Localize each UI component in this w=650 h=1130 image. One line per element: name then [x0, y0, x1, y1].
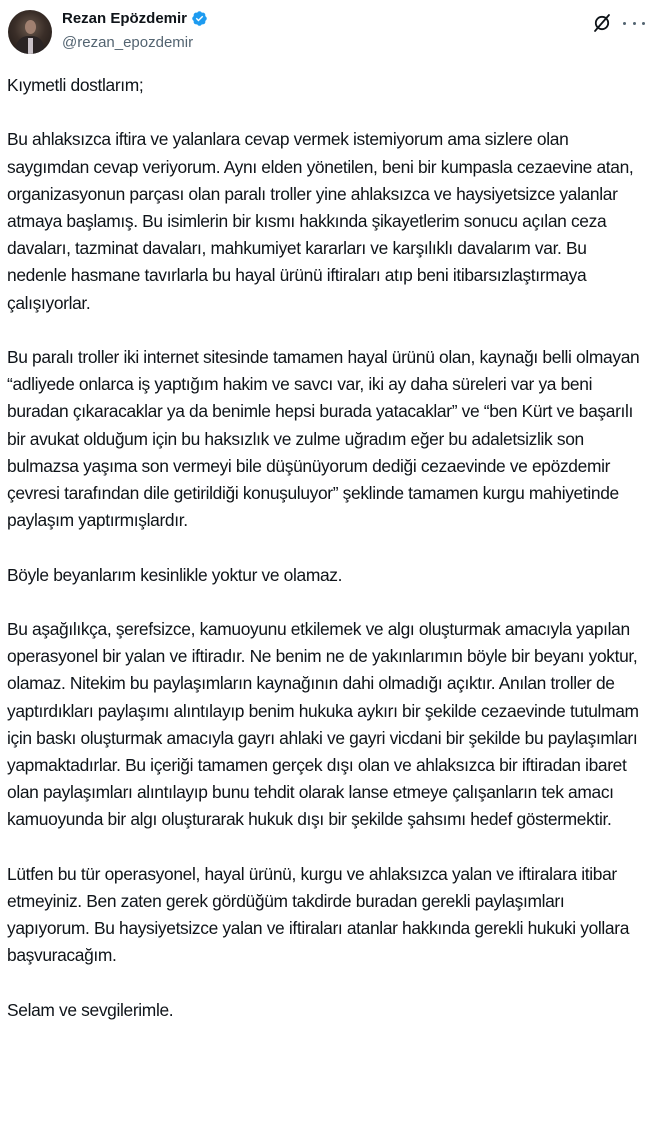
avatar-head — [25, 20, 36, 34]
tweet-paragraph: Böyle beyanlarım kesinlikle yoktur ve olamaz. — [7, 564, 343, 585]
avatar-shirt — [28, 38, 33, 54]
tweet-paragraph: Bu paralı troller iki internet sitesinde tamamen hayal ürünü olan, kaynağı belli olmayan “adliyede onlarca iş yaptığım hakim ve savcı var, iki ay daha süreleri var ya beni buradan çıkaracaklar ya da benimle hepsi burada yatacaklar” ve “ben Kürt ve başarılı bir avukat olduğum için bu haksızlık ve zulme uğradım eğer bu adaletsizlik son bulmazsa yaşıma son vermeyi bile düşünüyorum dediği cezaevinde ve epözdemir çevresi tarafından dile getirildiği konuşuluyor” şeklinde tamamen kurgu mahiyetinde paylaşım yaptırmışlardır. — [7, 347, 640, 531]
tweet-paragraph: Bu ahlaksızca iftira ve yalanlara cevap vermek istemiyorum ama sizlere olan saygımdan cevap veriyorum. Aynı elden yönetilen, beni bir kumpasla cezaevine atan, organizasyonun parçası olan paralı troller yine ahlaksızca ve haysiyetsizce yalanlar atmaya başlamış. Bu isimlerin bir kısmı hakkında şikayetlerim sonucu açılan ceza davaları, tazminat davaları, mahkumiyet kararları ve karşılıklı davalarım var. Bu nedenle hasmane tavırlarla bu hayal ürünü iftiraları atıp beni itibarsızlaştırmaya çalışıyorlar. — [7, 129, 634, 313]
verified-badge-icon — [191, 10, 208, 27]
more-dot — [642, 22, 645, 25]
author-handle[interactable]: @rezan_epozdemir — [62, 34, 194, 51]
author-display-name[interactable]: Rezan Epözdemir — [62, 10, 188, 27]
grok-icon[interactable] — [592, 13, 612, 33]
more-options-icon[interactable] — [623, 14, 645, 32]
tweet-text — [7, 72, 647, 1051]
tweet-paragraph: Lütfen bu tür operasyonel, hayal ürünü, kurgu ve ahlaksızca yalan ve iftiralara itibar etmeyiniz. Ben zaten gerek gördüğüm takdirde buradan gerekli paylaşımları yapıyorum. Bu haysiyetsizce yalan ve iftiraları atanlar hakkında gerekli hukuki yollara başvuracağım. — [7, 863, 630, 966]
tweet-header — [0, 0, 650, 64]
author-name-row — [62, 10, 208, 27]
avatar[interactable] — [8, 10, 52, 54]
more-dot — [633, 22, 636, 25]
tweet-paragraph: Bu aşağılıkça, şerefsizce, kamuoyunu etkilemek ve algı oluşturmak amacıyla yapılan operasyonel bir yalan ve iftiradır. Ne benim ne de yakınlarımın böyle bir beyanı yoktur, olamaz. Nitekim bu paylaşımların kaynağının dahi olmadığı açıktır. Anılan troller de yaptırdıkları paylaşımı alıntılayıp benim hukuka aykırı bir şekilde cezaevinde tutulmam için baskı oluşturmak amacıyla gayrı ahlaki ve gayri vicdani bir şekilde bu paylaşımları yapmaktadırlar. Bu içeriği tamamen gerçek dışı olan ve ahlaksızca bir iftiradan ibaret olan paylaşımları alıntılayıp bunu tehdit olarak lanse etmeye çalışanların tek amacı kamuoyunda bir algı oluşturarak hukuk dışı bir şekilde şahsımı hedef göstermektir. — [7, 619, 639, 830]
tweet-signoff: Selam ve sevgilerimle. — [7, 999, 174, 1020]
more-dot — [623, 22, 626, 25]
tweet-greeting: Kıymetli dostlarım; — [7, 75, 144, 95]
